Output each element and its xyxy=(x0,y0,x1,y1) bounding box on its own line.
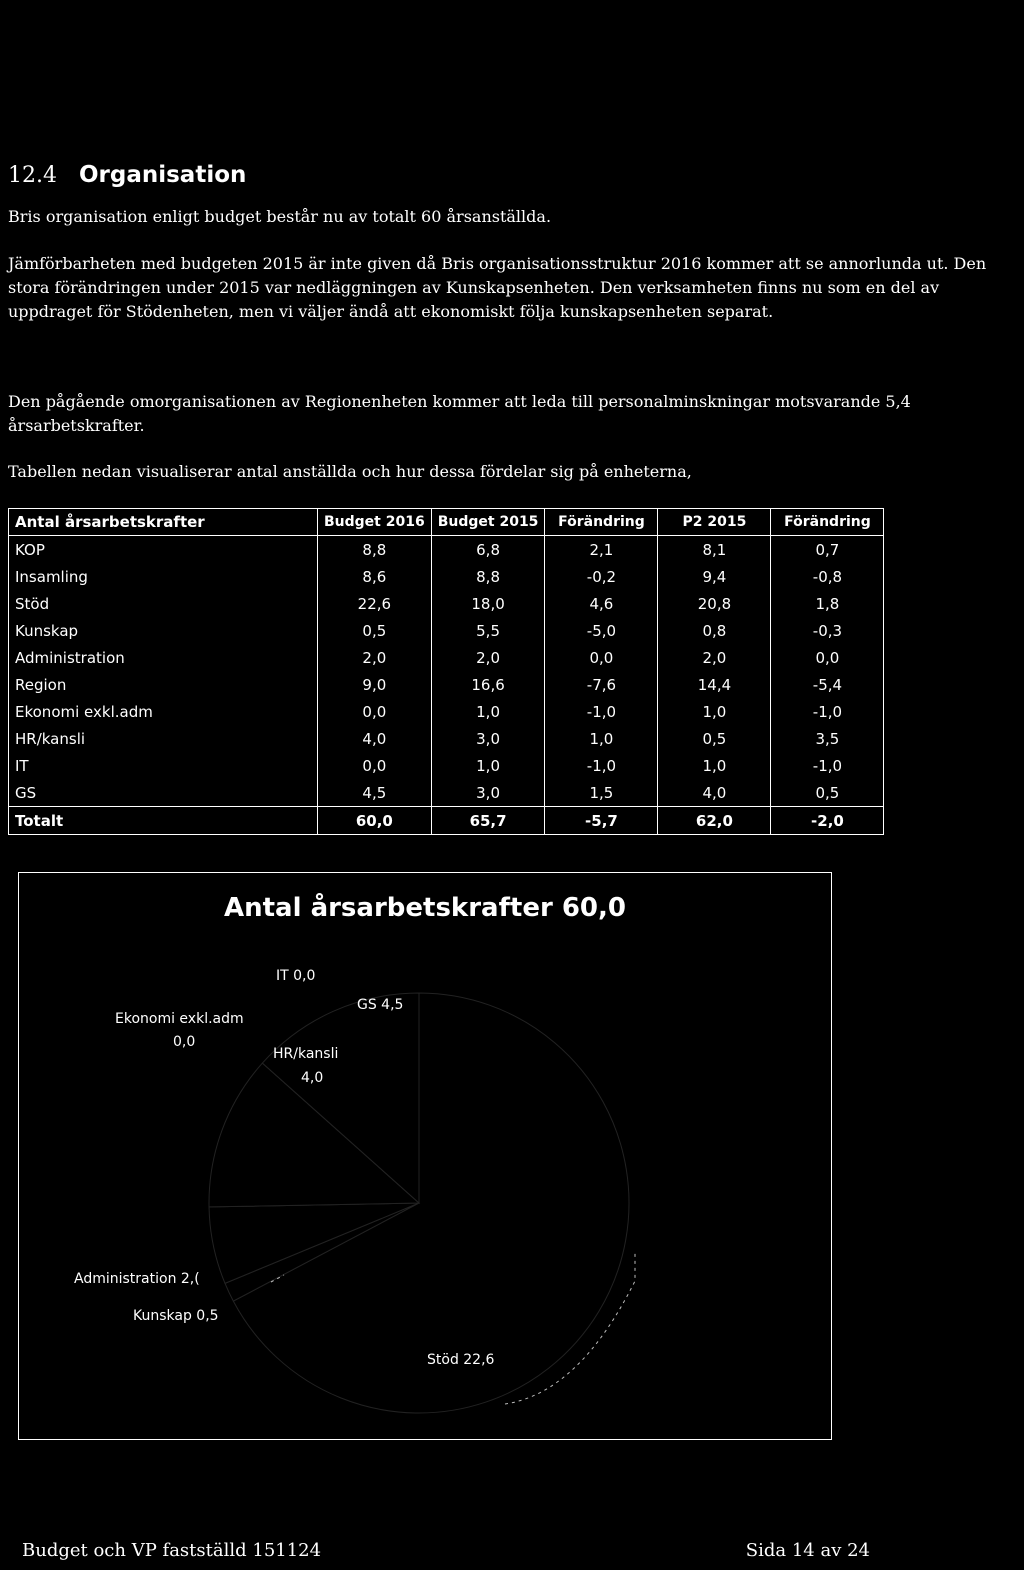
cell-budget-2015: 2,0 xyxy=(431,644,545,671)
cell-p2-2015: 1,0 xyxy=(658,698,771,725)
cell-unit: IT xyxy=(9,752,318,779)
header-budget-2016: Budget 2016 xyxy=(318,509,432,536)
pie-chart-svg xyxy=(19,873,831,1439)
cell-budget-2016: 60,0 xyxy=(318,807,432,835)
cell-change-budget: 2,1 xyxy=(545,536,658,564)
cell-unit: Insamling xyxy=(9,563,318,590)
cell-budget-2016: 9,0 xyxy=(318,671,432,698)
cell-change-budget: -0,2 xyxy=(545,563,658,590)
table-row xyxy=(9,617,884,644)
cell-p2-2015: 2,0 xyxy=(658,644,771,671)
header-p2-2015: P2 2015 xyxy=(658,509,771,536)
table-total-row xyxy=(9,807,884,835)
label-ekonomi-line2: 0,0 xyxy=(173,1034,196,1050)
cell-unit: KOP xyxy=(9,536,318,564)
chart-title: Antal årsarbetskrafter 60,0 xyxy=(224,893,626,923)
cell-unit: Totalt xyxy=(9,807,318,835)
table-row xyxy=(9,671,884,698)
section-number: 12.4 xyxy=(8,163,57,188)
cell-change-budget: 1,5 xyxy=(545,779,658,807)
cell-budget-2016: 8,8 xyxy=(318,536,432,564)
table-row xyxy=(9,779,884,807)
cell-p2-2015: 0,5 xyxy=(658,725,771,752)
cell-p2-2015: 20,8 xyxy=(658,590,771,617)
cell-change-p2: -2,0 xyxy=(771,807,884,835)
cell-change-p2: -0,3 xyxy=(771,617,884,644)
cell-unit: Region xyxy=(9,671,318,698)
cell-budget-2015: 3,0 xyxy=(431,779,545,807)
cell-change-budget: 1,0 xyxy=(545,725,658,752)
cell-budget-2016: 0,0 xyxy=(318,752,432,779)
paragraph-intro: Bris organisation enligt budget består nu av totalt 60 årsanställda. xyxy=(8,207,552,226)
cell-unit: Stöd xyxy=(9,590,318,617)
cell-budget-2016: 4,5 xyxy=(318,779,432,807)
cell-change-budget: -5,7 xyxy=(545,807,658,835)
section-heading xyxy=(8,162,246,188)
cell-change-budget: 0,0 xyxy=(545,644,658,671)
cell-budget-2016: 0,0 xyxy=(318,698,432,725)
cell-change-p2: 3,5 xyxy=(771,725,884,752)
cell-change-p2: 1,8 xyxy=(771,590,884,617)
label-kunskap: Kunskap 0,5 xyxy=(133,1308,219,1324)
cell-p2-2015: 0,8 xyxy=(658,617,771,644)
table-row xyxy=(9,725,884,752)
cell-budget-2015: 8,8 xyxy=(431,563,545,590)
cell-budget-2015: 3,0 xyxy=(431,725,545,752)
pie-chart xyxy=(18,872,832,1440)
cell-p2-2015: 1,0 xyxy=(658,752,771,779)
cell-budget-2016: 2,0 xyxy=(318,644,432,671)
header-change-budget: Förändring xyxy=(545,509,658,536)
cell-budget-2016: 8,6 xyxy=(318,563,432,590)
cell-unit: Ekonomi exkl.adm xyxy=(9,698,318,725)
paragraph-table-intro: Tabellen nedan visualiserar antal anställda och hur dessa fördelar sig på enheterna, xyxy=(8,462,692,481)
cell-budget-2015: 65,7 xyxy=(431,807,545,835)
cell-change-budget: 4,6 xyxy=(545,590,658,617)
table-row xyxy=(9,698,884,725)
table-row xyxy=(9,563,884,590)
cell-budget-2016: 4,0 xyxy=(318,725,432,752)
cell-change-p2: 0,7 xyxy=(771,536,884,564)
label-stod: Stöd 22,6 xyxy=(427,1352,495,1368)
cell-change-budget: -5,0 xyxy=(545,617,658,644)
footer-page-number: Sida 14 av 24 xyxy=(745,1540,870,1561)
section-title: Organisation xyxy=(78,162,247,188)
label-hr-line1: HR/kansli xyxy=(273,1046,339,1062)
cell-change-p2: -1,0 xyxy=(771,752,884,779)
paragraph-comparability: Jämförbarheten med budgeten 2015 är inte given då Bris organisationsstruktur 2016 kommer att se annorlunda ut. Den stora förändringen under 2015 var nedläggningen av Kunskapsenheten. Den verksamheten finns nu som en del av uppdraget för Stödenheten, men vi väljer ändå att ekonomiskt följa kunskapsenheten separat. xyxy=(8,254,987,321)
paragraph-reorganisation: Den pågående omorganisationen av Regionenheten kommer att leda till personalminskningar motsvarande 5,4 årsarbetskrafter. xyxy=(8,392,911,435)
label-ekonomi-line1: Ekonomi exkl.adm xyxy=(115,1011,244,1027)
cell-budget-2016: 0,5 xyxy=(318,617,432,644)
header-budget-2015: Budget 2015 xyxy=(431,509,545,536)
label-administration: Administration 2,( xyxy=(74,1271,200,1287)
cell-budget-2015: 1,0 xyxy=(431,698,545,725)
cell-budget-2016: 22,6 xyxy=(318,590,432,617)
label-hr-line2: 4,0 xyxy=(301,1070,324,1086)
cell-budget-2015: 5,5 xyxy=(431,617,545,644)
cell-change-budget: -1,0 xyxy=(545,698,658,725)
cell-p2-2015: 62,0 xyxy=(658,807,771,835)
table-row xyxy=(9,752,884,779)
header-unit: Antal årsarbetskrafter xyxy=(9,509,318,536)
cell-unit: Administration xyxy=(9,644,318,671)
cell-unit: Kunskap xyxy=(9,617,318,644)
cell-change-p2: 0,5 xyxy=(771,779,884,807)
cell-unit: GS xyxy=(9,779,318,807)
table-row xyxy=(9,644,884,671)
label-gs: GS 4,5 xyxy=(357,997,404,1013)
cell-change-p2: 0,0 xyxy=(771,644,884,671)
cell-change-budget: -7,6 xyxy=(545,671,658,698)
cell-p2-2015: 4,0 xyxy=(658,779,771,807)
label-it: IT 0,0 xyxy=(276,968,316,984)
cell-change-p2: -5,4 xyxy=(771,671,884,698)
cell-budget-2015: 1,0 xyxy=(431,752,545,779)
table-row xyxy=(9,590,884,617)
header-change-p2: Förändring xyxy=(771,509,884,536)
cell-change-p2: -1,0 xyxy=(771,698,884,725)
cell-change-budget: -1,0 xyxy=(545,752,658,779)
footer-document-info: Budget och VP fastställd 151124 xyxy=(22,1540,322,1561)
table-row xyxy=(9,536,884,564)
cell-p2-2015: 14,4 xyxy=(658,671,771,698)
cell-budget-2015: 6,8 xyxy=(431,536,545,564)
cell-unit: HR/kansli xyxy=(9,725,318,752)
staff-table xyxy=(8,508,884,835)
cell-p2-2015: 9,4 xyxy=(658,563,771,590)
table-header-row xyxy=(9,509,884,536)
cell-p2-2015: 8,1 xyxy=(658,536,771,564)
cell-budget-2015: 18,0 xyxy=(431,590,545,617)
cell-budget-2015: 16,6 xyxy=(431,671,545,698)
cell-change-p2: -0,8 xyxy=(771,563,884,590)
